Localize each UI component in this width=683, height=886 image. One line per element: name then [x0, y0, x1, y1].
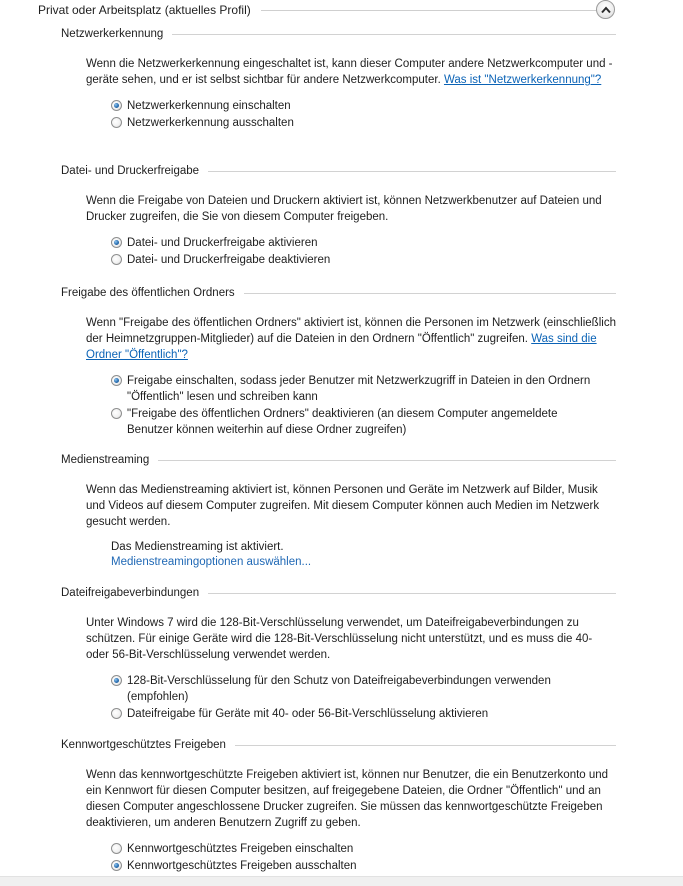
radio-button-selected[interactable]: [111, 375, 122, 386]
section-divider: [172, 34, 616, 35]
section-divider: [208, 171, 616, 172]
radio-group: [111, 98, 616, 131]
section-file-printer-sharing: [61, 163, 616, 269]
profile-header: [38, 1, 683, 19]
section-heading: Freigabe des öffentlichen Ordners: [61, 287, 235, 299]
radio-public-sharing-on[interactable]: Freigabe einschalten, sodass jeder Benutzer mit Netzwerkzugriff in Dateien in den Ordnern "Öffentlich" lesen und schreiben kann: [111, 373, 616, 405]
section-heading: Medienstreaming: [61, 454, 150, 466]
radio-group: [111, 235, 616, 268]
radio-button-selected[interactable]: [111, 860, 122, 871]
radio-network-discovery-off[interactable]: Netzwerkerkennung ausschalten: [111, 115, 616, 131]
radio-button-selected[interactable]: [111, 675, 122, 686]
radio-button[interactable]: [111, 843, 122, 854]
chevron-up-icon: [601, 6, 611, 14]
radio-public-sharing-off[interactable]: "Freigabe des öffentlichen Ordners" deaktivieren (an diesem Computer angemeldete Benutzer können weiterhin auf diese Ordner zugreifen): [111, 406, 616, 438]
media-streaming-status: Das Medienstreaming ist aktiviert.: [111, 541, 284, 553]
radio-button-selected[interactable]: [111, 237, 122, 248]
section-public-folder-sharing: [61, 285, 616, 439]
section-divider: [244, 293, 616, 294]
radio-group: [111, 841, 616, 874]
section-description: Wenn das Medienstreaming aktiviert ist, können Personen und Geräte im Netzwerk auf Bilder, Musik und Videos auf diesem Computer zugreifen. Mit diesem Computer können auch Medien im Netzwerk gesucht werden.: [86, 484, 600, 528]
section-description: Wenn "Freigabe des öffentlichen Ordners" aktiviert ist, können die Personen im Netzwerk (einschließlich der Heimnetzgruppen-Mitglieder) auf die Dateien in den Ordnern "Öffentlich" zugreifen. Was sind die Ordner "Öffentlich"?: [86, 317, 616, 361]
section-description: Wenn das kennwortgeschützte Freigeben aktiviert ist, können nur Benutzer, die ein Benutzerkonto und ein Kennwort für diesen Computer besitzen, auf freigegebene Dateien, die Ordner "Öffentlich" und an diesen Computer angeschlossene Drucker zugreifen. Sie müssen das kennwortgeschützte Freigeben deaktivieren, um anderen Benutzern Zugriff zu geben.: [86, 769, 609, 829]
section-divider: [158, 460, 616, 461]
collapse-button[interactable]: [596, 0, 615, 19]
section-divider: [208, 593, 616, 594]
radio-button[interactable]: [111, 254, 122, 265]
radio-button[interactable]: [111, 708, 122, 719]
section-media-streaming: [61, 452, 616, 570]
radio-file-sharing-on[interactable]: Datei- und Druckerfreigabe aktivieren: [111, 235, 616, 251]
radio-button[interactable]: [111, 117, 122, 128]
radio-button[interactable]: [111, 408, 122, 419]
section-password-protected-sharing: [61, 737, 616, 875]
radio-password-sharing-on[interactable]: Kennwortgeschütztes Freigeben einschalten: [111, 841, 616, 857]
section-divider: [235, 745, 616, 746]
section-heading: Dateifreigabeverbindungen: [61, 587, 200, 599]
section-description: Wenn die Freigabe von Dateien und Druckern aktiviert ist, können Netzwerkbenutzer auf Dateien und Drucker zugreifen, die Sie von diesem Computer freigeben.: [86, 195, 602, 223]
section-description: Wenn die Netzwerkerkennung eingeschaltet ist, kann dieser Computer andere Netzwerkcomputer und -geräte sehen, und er ist selbst sichtbar für andere Netzwerkcomputer. Was ist "Netzwerkerkennung"?: [86, 58, 613, 86]
section-heading: Kennwortgeschütztes Freigeben: [61, 739, 226, 751]
section-network-discovery: [61, 26, 616, 132]
radio-128bit-encryption[interactable]: 128-Bit-Verschlüsselung für den Schutz von Dateifreigabeverbindungen verwenden (empfohlen): [111, 673, 616, 705]
help-link-network-discovery[interactable]: Was ist "Netzwerkerkennung"?: [443, 74, 602, 86]
section-heading: Netzwerkerkennung: [61, 28, 164, 40]
header-divider: [261, 10, 597, 11]
section-heading: Datei- und Druckerfreigabe: [61, 165, 200, 177]
radio-group: [111, 673, 616, 722]
radio-button-selected[interactable]: [111, 100, 122, 111]
media-streaming-status-block: [111, 540, 616, 570]
section-file-sharing-connections: [61, 585, 616, 723]
radio-group: [111, 373, 616, 438]
profile-title: Privat oder Arbeitsplatz (aktuelles Profil): [38, 3, 251, 17]
radio-file-sharing-off[interactable]: Datei- und Druckerfreigabe deaktivieren: [111, 252, 616, 268]
help-link-public-folders[interactable]: Was sind die Ordner "Öffentlich"?: [86, 333, 597, 361]
section-description: Unter Windows 7 wird die 128-Bit-Verschlüsselung verwendet, um Dateifreigabeverbindungen zu schützen. Für einige Geräte wird die 128-Bit-Verschlüsselung nicht unterstützt, und es muss die 40- oder 56-Bit-Verschlüsselung verwendet werden.: [86, 617, 593, 661]
radio-40-56bit-encryption[interactable]: Dateifreigabe für Geräte mit 40- oder 56-Bit-Verschlüsselung aktivieren: [111, 706, 616, 722]
radio-password-sharing-off[interactable]: Kennwortgeschütztes Freigeben ausschalten: [111, 858, 616, 874]
media-streaming-options-link[interactable]: Medienstreamingoptionen auswählen...: [111, 556, 312, 568]
radio-network-discovery-on[interactable]: Netzwerkerkennung einschalten: [111, 98, 616, 114]
